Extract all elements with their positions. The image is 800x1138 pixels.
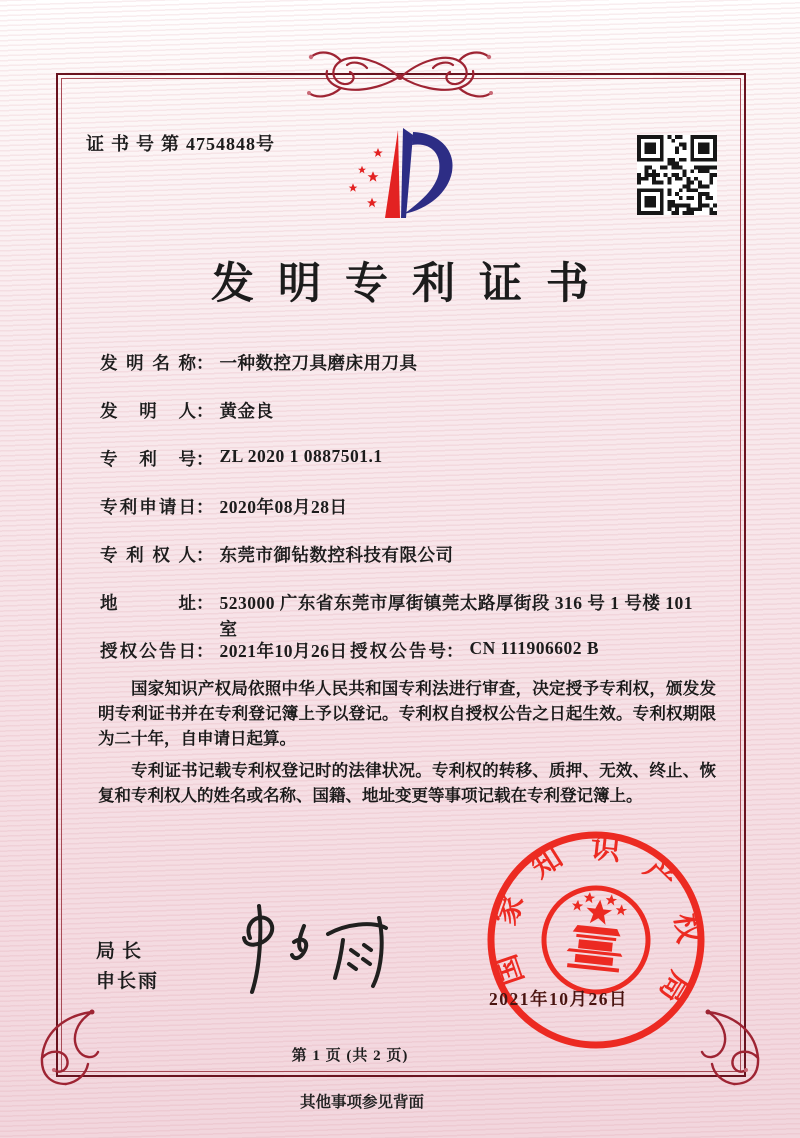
colon: ： — [196, 401, 214, 421]
colon: ： — [446, 641, 464, 661]
back-note: 其他事项参见背面 — [299, 1094, 424, 1111]
seal-char: 国 — [489, 950, 530, 990]
field-value: ZL 2020 1 0887501.1 — [219, 446, 383, 466]
colon: ： — [196, 353, 214, 373]
seal-char: 家 — [489, 890, 531, 930]
national-emblem-icon — [539, 883, 653, 997]
top-flourish-ornament — [283, 47, 517, 105]
field-label: 发明名称 — [100, 353, 196, 373]
field-label: 地址 — [100, 593, 196, 613]
signer-title: 局长 — [96, 941, 149, 962]
certificate-title: 发明专利证书 — [211, 261, 613, 308]
certificate-number-prefix: 证书号第 — [86, 134, 186, 154]
seal-date: 2021年10月26日 — [489, 989, 628, 1009]
field-value: 523000 广东省东莞市厚街镇莞太路厚街段 316 号 1 号楼 101 室 — [219, 593, 693, 639]
signer-name: 申长雨 — [96, 971, 160, 992]
field-value: 2020年08月28日 — [219, 497, 348, 517]
field-value: 东莞市御钻数控科技有限公司 — [219, 545, 454, 565]
field-patentee — [100, 542, 454, 567]
field-patent-number — [100, 446, 383, 471]
field-invention-name — [100, 350, 418, 375]
page-indicator: 第 1 页 (共 2 页) — [291, 1048, 409, 1064]
colon: ： — [196, 641, 214, 661]
field-inventor — [100, 398, 274, 423]
seal-char: 权 — [668, 911, 706, 946]
colon: ： — [196, 593, 214, 613]
cnipa-logo-icon — [340, 115, 470, 230]
field-value: 黄金良 — [219, 401, 274, 421]
field-label: 专利申请日 — [100, 497, 196, 517]
field-value: 2021年10月26日 — [219, 641, 348, 661]
field-label: 专利权人 — [100, 545, 196, 565]
field-label: 专利号 — [100, 449, 196, 469]
seal-char: 知 — [525, 840, 569, 885]
colon: ： — [196, 497, 214, 517]
certificate-number — [86, 130, 281, 156]
colon: ： — [196, 545, 214, 565]
certificate-number-value: 4754848 — [186, 134, 256, 154]
certificate-number-suffix: 号 — [256, 134, 281, 154]
field-application-date — [100, 494, 348, 519]
colon: ： — [196, 449, 214, 469]
qr-code — [637, 135, 717, 215]
commissioner-signature-icon — [222, 898, 412, 998]
seal-char: 产 — [637, 852, 683, 897]
field-value: 一种数控刀具磨床用刀具 — [219, 353, 418, 373]
field-label: 授权公告日 — [100, 641, 196, 661]
field-label: 发明人 — [100, 401, 196, 421]
cnipa-official-seal-icon — [478, 822, 714, 1058]
field-address — [100, 590, 706, 642]
field-label: 授权公告号 — [350, 641, 446, 661]
seal-char: 识 — [588, 831, 623, 867]
legal-paragraph-1: 国家知识产权局依照中华人民共和国专利法进行审查，决定授予专利权，颁发发明专利证书并在专利登记簿上予以登记。专利权自授权公告之日起生效。专利权期限为二十年，自申请日起算。 — [98, 679, 716, 748]
field-value: CN 111906602 B — [469, 638, 600, 658]
seal-char: 局 — [652, 965, 697, 1009]
field-grant-date — [100, 638, 348, 663]
legal-text-block — [98, 676, 716, 808]
field-grant-number — [350, 638, 599, 663]
legal-paragraph-2: 专利证书记载专利权登记时的法律状况。专利权的转移、质押、无效、终止、恢复和专利权人的姓名或名称、国籍、地址变更等事项记载在专利登记簿上。 — [98, 761, 716, 805]
